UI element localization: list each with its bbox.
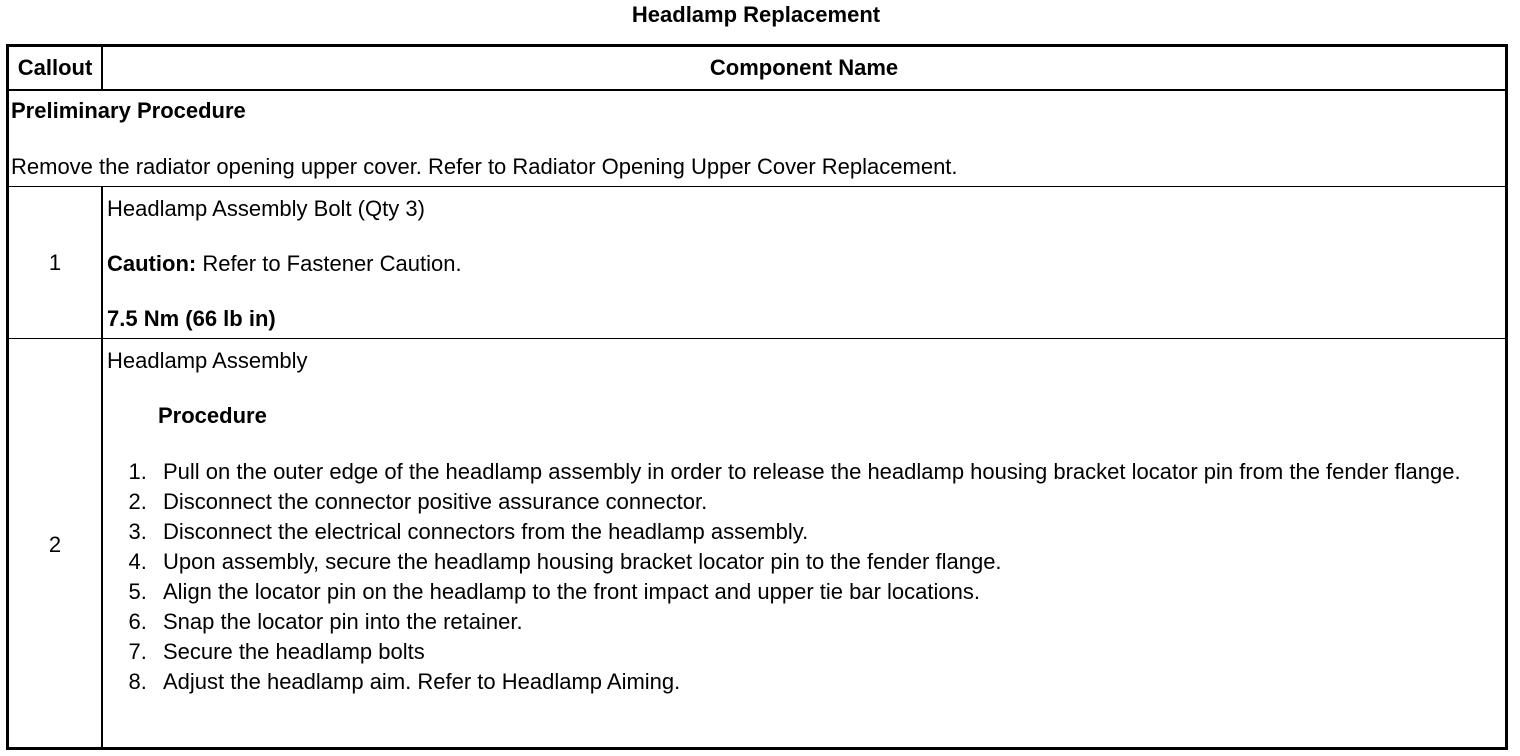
preliminary-text: Remove the radiator opening upper cover. Refer to Radiator Opening Upper Cover Replacement.	[11, 154, 958, 179]
procedure-step: 1. Pull on the outer edge of the headlamp assembly in order to release the headlamp housing bracket locator pin from the fender flange.	[153, 457, 1483, 487]
callout-number: 2	[48, 532, 62, 557]
component-name: Headlamp Assembly	[107, 348, 308, 373]
procedure-step: 7. Secure the headlamp bolts	[153, 637, 1483, 667]
procedure-step: 8. Adjust the headlamp aim. Refer to Headlamp Aiming.	[153, 667, 1483, 697]
procedure-steps	[103, 457, 1483, 697]
header-callout: Callout	[17, 55, 93, 80]
table-row	[9, 339, 1505, 747]
table-row	[9, 187, 1505, 339]
procedure-step: 2. Disconnect the connector positive assurance connector.	[153, 487, 1483, 517]
procedure-step: 5. Align the locator pin on the headlamp to the front impact and upper tie bar locations.	[153, 577, 1483, 607]
table-header-row	[9, 47, 1505, 91]
component-cell	[103, 187, 1505, 338]
header-component-name: Component Name	[709, 55, 899, 80]
procedure-step: 3. Disconnect the electrical connectors from the headlamp assembly.	[153, 517, 1483, 547]
preliminary-heading: Preliminary Procedure	[11, 98, 246, 123]
component-cell	[103, 339, 1505, 747]
caution-label: Caution:	[107, 251, 197, 276]
procedure-step: 6. Snap the locator pin into the retainer.	[153, 607, 1483, 637]
torque-spec: 7.5 Nm (66 lb in)	[107, 306, 276, 331]
component-table	[6, 44, 1508, 750]
component-name: Headlamp Assembly Bolt (Qty 3)	[107, 196, 425, 221]
caution-line	[107, 251, 462, 277]
preliminary-procedure-row	[9, 91, 1505, 187]
callout-number: 1	[48, 250, 62, 275]
caution-text: Refer to Fastener Caution.	[196, 251, 462, 276]
procedure-heading: Procedure	[158, 403, 267, 428]
page-title: Headlamp Replacement	[631, 2, 881, 27]
procedure-step: 4. Upon assembly, secure the headlamp housing bracket locator pin to the fender flange.	[153, 547, 1483, 577]
